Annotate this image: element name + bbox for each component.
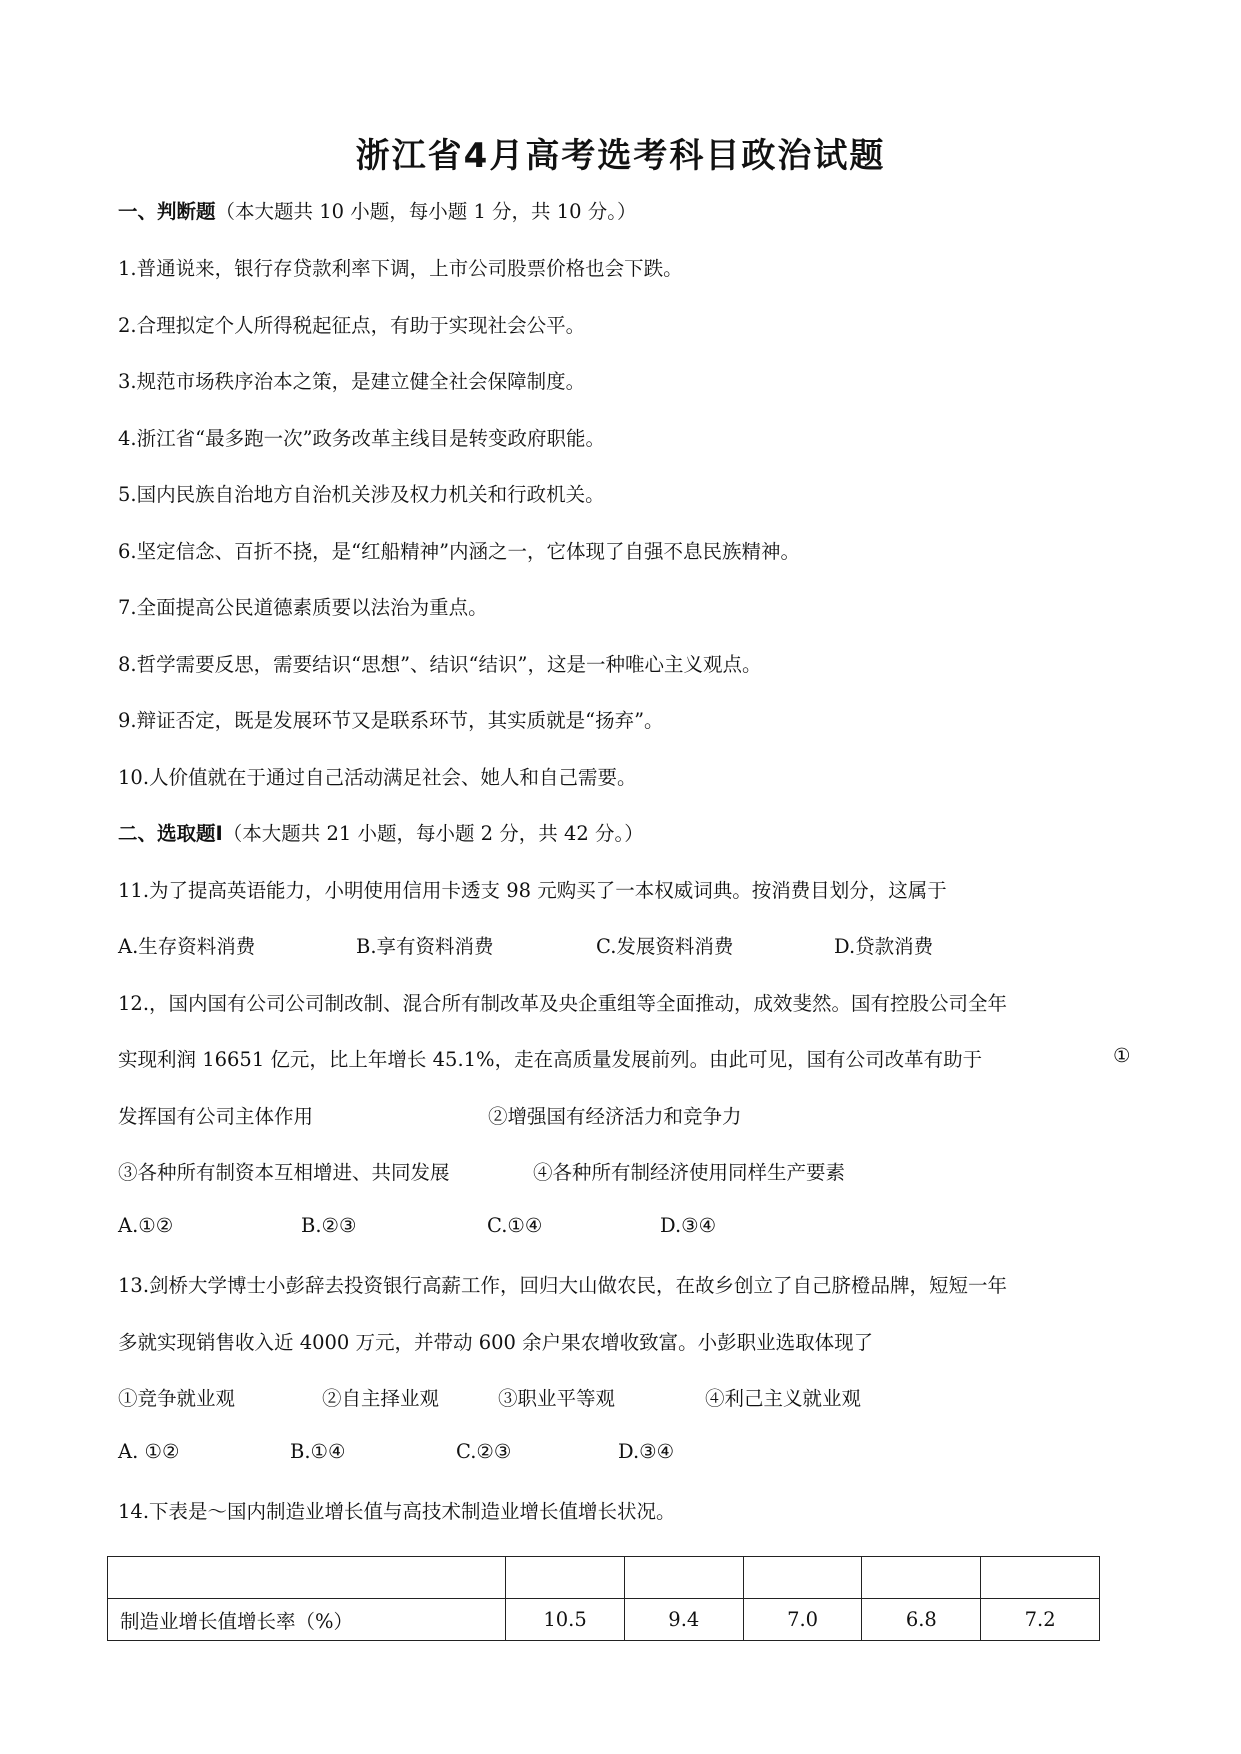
q11-option-a: A.生存资料消费 — [118, 935, 256, 958]
judgement-item-9: 9.辩证否定，既是发展环节又是联系环节，其实质就是“扬弃”。 — [118, 709, 664, 732]
q11-option-c: C.发展资料消费 — [596, 935, 734, 958]
table-row — [108, 1599, 1100, 1641]
q12-choice-2: ②增强国有经济活力和竞争力 — [488, 1105, 742, 1128]
judgement-item-6: 6.坚定信念、百折不挠，是“红船精神”内涵之一，它体现了自强不息民族精神。 — [118, 540, 801, 563]
section1-note: （本大题共 10 小题，每小题 1 分，共 10 分。） — [215, 200, 637, 223]
q13-option-a: A. ①② — [118, 1440, 180, 1463]
judgement-item-1: 1.普通说来，银行存贷款利率下调，上市公司股票价格也会下跌。 — [118, 257, 683, 280]
q13-choice-2: ②自主择业观 — [322, 1387, 440, 1410]
table-cell: 6.8 — [862, 1599, 981, 1641]
q11-option-d: D.贷款消费 — [834, 935, 934, 958]
q13-choice-4: ④利己主义就业观 — [705, 1387, 862, 1410]
table-cell: 7.2 — [981, 1599, 1100, 1641]
judgement-item-10: 10.人价值就在于通过自己活动满足社会、她人和自己需要。 — [118, 766, 637, 789]
section1-heading — [118, 196, 637, 224]
q13-option-d: D.③④ — [618, 1440, 675, 1463]
q11-option-b: B.享有资料消费 — [356, 935, 494, 958]
judgement-item-7: 7.全面提高公民道德素质要以法治为重点。 — [118, 596, 488, 619]
q13-option-b: B.①④ — [290, 1440, 346, 1463]
table-header-cell — [624, 1557, 743, 1599]
q13-choice-1: ①竞争就业观 — [118, 1387, 236, 1410]
section2-note: （本大题共 21 小题，每小题 2 分，共 42 分。） — [222, 822, 644, 845]
growth-table — [107, 1556, 1100, 1641]
judgement-item-2: 2.合理拟定个人所得税起征点，有助于实现社会公平。 — [118, 314, 586, 337]
q14-stem: 14.下表是～国内制造业增长值与高技术制造业增长值增长状况。 — [118, 1500, 676, 1523]
table-header-cell — [506, 1557, 625, 1599]
table-row-label: 制造业增长值增长率（%） — [108, 1599, 506, 1641]
q13-option-c: C.②③ — [456, 1440, 512, 1463]
table-header-cell — [981, 1557, 1100, 1599]
section2-heading — [118, 818, 644, 846]
table-header-row — [108, 1557, 1100, 1599]
section1-name: 判断题 — [157, 200, 216, 223]
q12-line-2-tail: ① — [1113, 1044, 1131, 1067]
q13-line-1: 13.剑桥大学博士小彭辞去投资银行高薪工作，回归大山做农民，在故乡创立了自己脐橙品牌，短短一年 — [118, 1274, 1008, 1297]
judgement-item-5: 5.国内民族自治地方自治机关涉及权力机关和行政机关。 — [118, 483, 605, 506]
q12-option-c: C.①④ — [487, 1214, 543, 1237]
q12-option-d: D.③④ — [660, 1214, 717, 1237]
section1-num: 一、 — [118, 200, 158, 223]
q12-choice-4: ④各种所有制经济使用同样生产要素 — [533, 1161, 846, 1184]
table-cell: 7.0 — [743, 1599, 862, 1641]
table-cell: 10.5 — [506, 1599, 625, 1641]
section2-name: 二、选取题Ⅰ — [118, 822, 223, 845]
q12-option-a: A.①② — [118, 1214, 174, 1237]
q12-line-1: 12.，国内国有公司公司制改制、混合所有制改革及央企重组等全面推动，成效斐然。国有控股公司全年 — [118, 992, 1008, 1015]
table-cell: 9.4 — [624, 1599, 743, 1641]
table-header-cell — [862, 1557, 981, 1599]
q12-line-2: 实现利润 16651 亿元，比上年增长 45.1%，走在高质量发展前列。由此可见，国有公司改革有助于 — [118, 1048, 983, 1071]
q13-line-2: 多就实现销售收入近 4000 万元，并带动 600 余户果农增收致富。小彭职业选取体现了 — [118, 1331, 874, 1354]
q12-choice-1: 发挥国有公司主体作用 — [118, 1105, 314, 1128]
judgement-item-8: 8.哲学需要反思，需要结识“思想”、结识“结识”，这是一种唯心主义观点。 — [118, 653, 762, 676]
page-title: 浙江省4月高考选考科目政治试题 — [355, 136, 886, 176]
q13-choice-3: ③职业平等观 — [498, 1387, 616, 1410]
q12-choice-3: ③各种所有制资本互相增进、共同发展 — [118, 1161, 450, 1184]
judgement-item-4: 4.浙江省“最多跑一次”政务改革主线目是转变政府职能。 — [118, 427, 606, 450]
table-header-cell — [743, 1557, 862, 1599]
q12-option-b: B.②③ — [301, 1214, 357, 1237]
q11-stem: 11.为了提高英语能力，小明使用信用卡透支 98 元购买了一本权威词典。按消费目划分，这属于 — [118, 879, 947, 902]
table-header-cell — [108, 1557, 506, 1599]
judgement-item-3: 3.规范市场秩序治本之策，是建立健全社会保障制度。 — [118, 370, 586, 393]
